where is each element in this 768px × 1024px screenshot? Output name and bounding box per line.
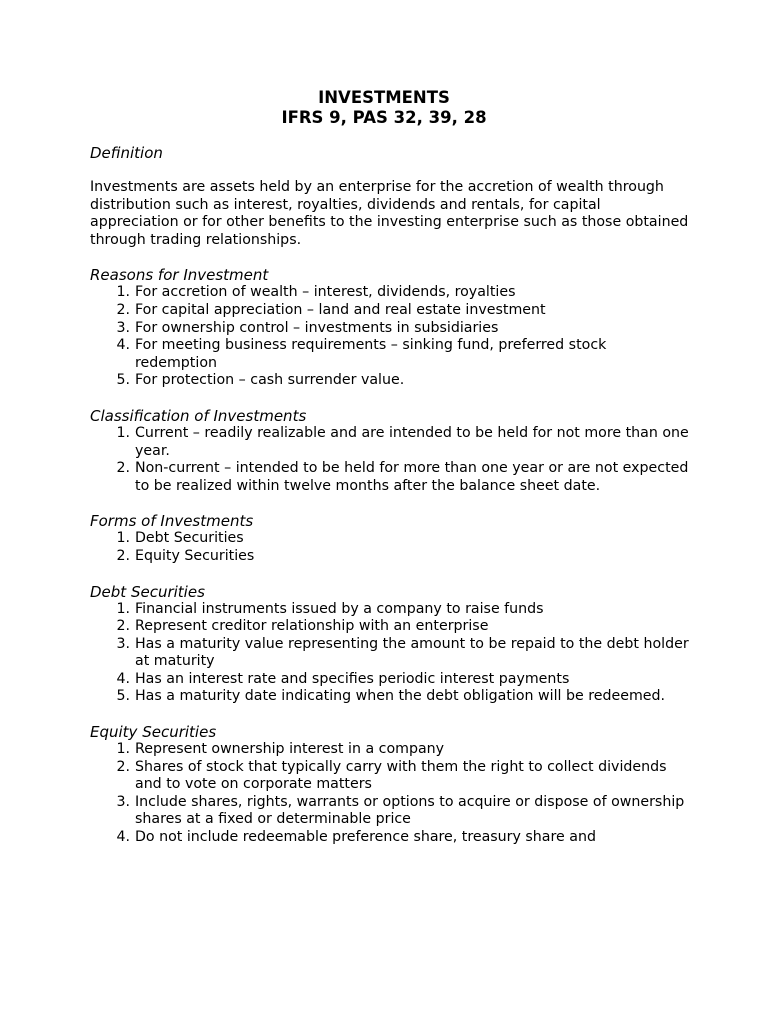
list-item: [90, 302, 690, 320]
list-item-text: For ownership control – investments in subsidiaries: [135, 319, 499, 336]
list-item-text: For capital appreciation – land and real estate investment: [135, 301, 546, 318]
list-item-number: 2.: [116, 618, 130, 635]
list-item: [90, 794, 690, 829]
list-item-text: Represent ownership interest in a company: [135, 741, 445, 758]
list-item-number: 5.: [116, 372, 130, 389]
list-item-number: 4.: [116, 670, 130, 687]
list-item: [90, 671, 690, 689]
debt-heading: Debt Securities: [90, 582, 205, 601]
list-item-number: 2.: [116, 547, 130, 564]
equity-section: [90, 723, 690, 847]
list-item-text: Represent creditor relationship with an enterprise: [135, 618, 489, 635]
list-item: [90, 425, 690, 460]
list-item-number: 3.: [116, 319, 130, 336]
list-item: [90, 284, 690, 302]
list-item-text: For accretion of wealth – interest, dividends, royalties: [135, 284, 516, 301]
list-item-number: 2.: [116, 301, 130, 318]
list-item-number: 1.: [116, 530, 130, 547]
forms-list: [90, 530, 690, 565]
list-item-text: Current – readily realizable and are intended to be held for not more than one year.: [135, 424, 689, 459]
list-item: [90, 829, 690, 847]
list-item-text: Debt Securities: [135, 530, 244, 547]
list-item-number: 3.: [116, 793, 130, 810]
classification-heading: Classification of Investments: [90, 406, 307, 425]
list-item-text: Has a maturity value representing the amount to be repaid to the debt holder at maturity: [135, 635, 689, 670]
list-item-number: 1.: [116, 600, 130, 617]
classification-list: [90, 425, 690, 495]
classification-section: [90, 407, 690, 495]
list-item-text: For meeting business requirements – sinking fund, preferred stock redemption: [135, 337, 607, 371]
list-item-text: Shares of stock that typically carry with them the right to collect dividends and to vote on corporate matters: [135, 758, 667, 793]
list-item-text: Do not include redeemable preference share, treasury share and: [135, 829, 596, 846]
list-item: [90, 688, 690, 706]
list-item-number: 4.: [116, 829, 130, 846]
document-title: INVESTMENTS: [318, 88, 450, 107]
list-item: [90, 741, 690, 759]
list-item-text: Include shares, rights, warrants or options to acquire or dispose of ownership shares at a fixed or determinable price: [135, 793, 685, 828]
forms-heading: Forms of Investments: [90, 512, 254, 531]
list-item-text: Has an interest rate and specifies periodic interest payments: [135, 670, 570, 687]
document-page: [90, 88, 690, 847]
list-item-number: 1.: [116, 741, 130, 758]
list-item-number: 2.: [116, 758, 130, 775]
debt-list: [90, 601, 690, 707]
list-item: [90, 372, 690, 390]
list-item-number: 2.: [116, 460, 130, 477]
document-subtitle: IFRS 9, PAS 32, 39, 28: [281, 108, 487, 127]
list-item-number: 5.: [116, 688, 130, 705]
document-title-block: [0, 88, 768, 128]
list-item-text: For protection – cash surrender value.: [135, 372, 405, 389]
list-item-number: 4.: [116, 337, 130, 354]
list-item-text: Has a maturity date indicating when the debt obligation will be redeemed.: [135, 688, 666, 705]
list-item-text: Financial instruments issued by a company to raise funds: [135, 600, 544, 617]
list-item: [90, 759, 690, 794]
debt-section: [90, 583, 690, 707]
list-item-number: 1.: [116, 284, 130, 301]
list-item: [90, 530, 690, 548]
list-item-number: 1.: [116, 424, 130, 441]
equity-heading: Equity Securities: [90, 723, 217, 742]
forms-section: [90, 512, 690, 565]
list-item-text: Non-current – intended to be held for more than one year or are not expected to be realized within twelve months after the balance sheet date.: [135, 460, 689, 494]
equity-list: [90, 741, 690, 847]
list-item: [90, 320, 690, 338]
definition-heading: Definition: [90, 144, 163, 162]
list-item: [90, 601, 690, 619]
list-item: [90, 460, 690, 495]
list-item-text: Equity Securities: [135, 547, 255, 564]
reasons-section: [90, 266, 690, 390]
definition-paragraph: Investments are assets held by an enterprise for the accretion of wealth through distribution such as interest, royalties, dividends and rentals, for capital appreciation or for other benefits to the investing enterprise such as those obtained through trading relationships.: [90, 179, 689, 248]
list-item-number: 3.: [116, 635, 130, 652]
list-item: [90, 548, 690, 566]
list-item: [90, 618, 690, 636]
reasons-heading: Reasons for Investment: [90, 266, 269, 285]
list-item: [90, 636, 690, 671]
list-item: [90, 337, 690, 372]
reasons-list: [90, 284, 690, 390]
